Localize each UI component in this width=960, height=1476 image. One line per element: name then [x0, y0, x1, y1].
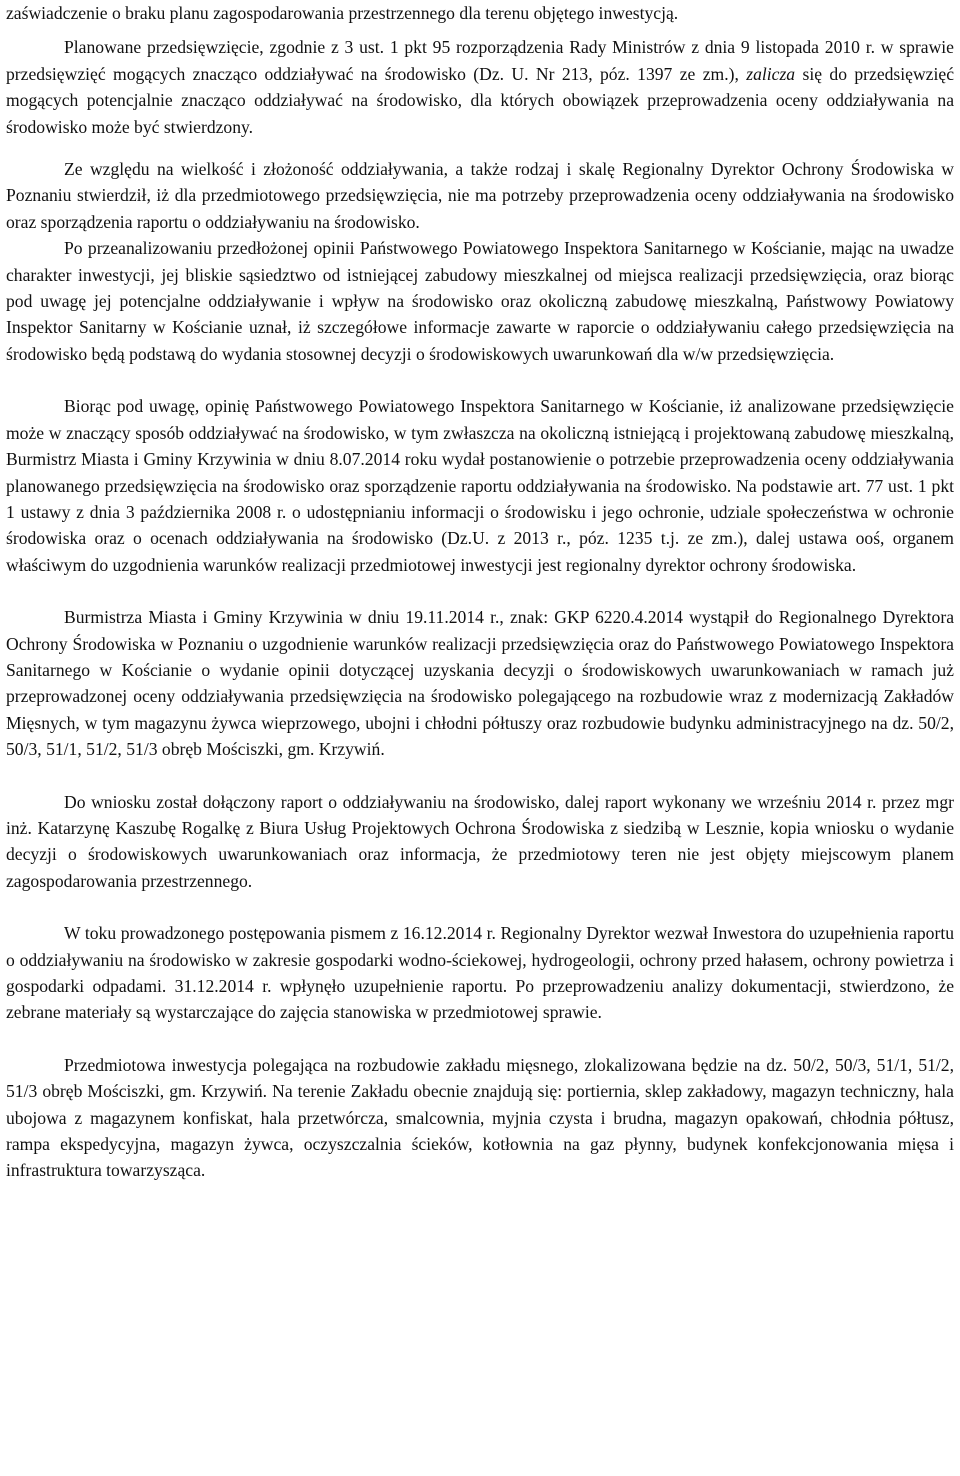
paragraph-4: Biorąc pod uwagę, opinię Państwowego Powiatowego Inspektora Sanitarnego w Kościanie, iż analizowane przedsięwzięcie może w znaczący sposób oddziaływać na środowisko, w tym zwłaszcza na okoliczną istniejącą i projektowaną zabudowę mieszkalną, Burmistrz Miasta i Gminy Krzywinia w dniu 8.07.2014 roku wydał postanowienie o potrzebie przeprowadzenia oceny oddziaływania planowanego przedsięwzięcia na środowisko oraz sporządzenie raportu oddziaływania na środowisko. Na podstawie art. 77 ust. 1 pkt 1 ustawy z dnia 3 października 2008 r. o udostępnianiu informacji o środowisku i jego ochronie, udziale społeczeństwa w ochronie środowiska oraz o ocenach oddziaływania na środowisko (Dz.U. z 2013 r., póz. 1235 t.j. ze zm.), dalej ustawa ooś, organem właściwym do uzgodnienia warunków realizacji przedmiotowej inwestycji jest regionalny dyrektor ochrony środowiska. [6, 396, 954, 575]
paragraph-3: Po przeanalizowaniu przedłożonej opinii Państwowego Powiatowego Inspektora Sanitarnego w Kościanie, mając na uwadze charakter inwestycji, jej bliskie sąsiedztwo od istniejącej zabudowy mieszkalnej od miejsca realizacji przedsięwzięcia, oraz biorąc pod uwagę jej potencjalne oddziaływanie i wpływ na środowisko oraz okoliczną zabudowę mieszkalną, Państwowy Powiatowy Inspektor Sanitarny w Kościanie uznał, iż szczegółowe informacje zawarte w raporcie o oddziaływaniu całego przedsięwzięcia na środowisko będą podstawą do wydania stosownej decyzji o środowiskowych uwarunkowań dla w/w przedsięwzięcia. [6, 238, 954, 364]
paragraph-0: zaświadczenie o braku planu zagospodarowania przestrzennego dla terenu objętego inwestycją. [6, 3, 679, 23]
paragraph-1-before: Planowane przedsięwzięcie, zgodnie z 3 ust. 1 pkt 95 rozporządzenia Rady Ministrów z dnia 9 listopada 2010 r. w sprawie przedsięwzięć mogących znacząco oddziaływać na środowisko (Dz. U. Nr 213, póz. 1397 ze zm.), [6, 37, 954, 84]
paragraph-7: W toku prowadzonego postępowania pismem z 16.12.2014 r. Regionalny Dyrektor wezwał Inwestora do uzupełnienia raportu o oddziaływaniu na środowisko w zakresie gospodarki wodno-ściekowej, hydrogeologii, ochrony przed hałasem, ochrony powietrza i gospodarki odpadami. 31.12.2014 r. wpłynęło uzupełnienie raportu. Po przeprowadzeniu analizy dokumentacji, stwierdzono, że zebrane materiały są wystarczające do zajęcia stanowiska w przedmiotowej sprawie. [6, 923, 954, 1023]
paragraph-2: Ze względu na wielkość i złożoność oddziaływania, a także rodzaj i skalę Regionalny Dyrektor Ochrony Środowiska w Poznaniu stwierdził, iż dla przedmiotowego przedsięwzięcia, nie ma potrzeby przeprowadzenia oceny oddziaływania na środowisko oraz sporządzenia raportu o oddziaływaniu na środowisko. [6, 159, 954, 232]
paragraph-6: Do wniosku został dołączony raport o oddziaływaniu na środowisko, dalej raport wykonany we wrześniu 2014 r. przez mgr inż. Katarzynę Kaszubę Rogalkę z Biura Usług Projektowych Ochrona Środowiska z siedzibą w Lesznie, kopia wniosku o wydanie decyzji o środowiskowych uwarunkowaniach oraz informacja, że przedmiotowy teren nie jest objęty miejscowym planem zagospodarowania przestrzennego. [6, 791, 954, 891]
paragraph-1 [6, 34, 954, 140]
paragraph-5: Burmistrza Miasta i Gminy Krzywinia w dniu 19.11.2014 r., znak: GKP 6220.4.2014 wystąpił do Regionalnego Dyrektora Ochrony Środowiska w Poznaniu o uzgodnienie warunków realizacji przedsięwzięcia oraz do Państwowego Powiatowego Inspektora Sanitarnego w Kościanie o wydanie opinii dotyczącej uzyskania decyzji o środowiskowych uwarunkowaniach w ramach już przeprowadzonej oceny oddziaływania przedsięwzięcia na środowisko polegającego na rozbudowie wraz z modernizacją Zakładów Mięsnych, w tym magazynu żywca wieprzowego, ubojni i chłodni półtuszy oraz rozbudowie budynku administracyjnego na dz. 50/2, 50/3, 51/1, 51/2, 51/3 obręb Mościszki, gm. Krzywiń. [6, 607, 954, 760]
paragraph-8: Przedmiotowa inwestycja polegająca na rozbudowie zakładu mięsnego, zlokalizowana będzie na dz. 50/2, 50/3, 51/1, 51/2, 51/3 obręb Mościszki, gm. Krzywiń. Na terenie Zakładu obecnie znajdują się: portiernia, sklep zakładowy, magazyn techniczny, hala ubojowa z magazynem konfiskat, hala przetwórcza, smalcownia, myjnia czysta i brudna, magazyn opakowań, chłodnia półtusz, rampa ekspedycyjna, magazyn żywca, oczyszczalnia ścieków, kotłownia na gaz płynny, budynek konfekcjonowania mięsa i infrastruktura towarzysząca. [6, 1054, 954, 1181]
paragraph-1-italic: zalicza [746, 63, 796, 84]
paragraph-1-after: się do przedsięwzięć mogących potencjalnie znacząco oddziaływać na środowisko, dla których obowiązek przeprowadzenia oceny oddziaływania na środowisko może być stwierdzony. [6, 63, 955, 137]
